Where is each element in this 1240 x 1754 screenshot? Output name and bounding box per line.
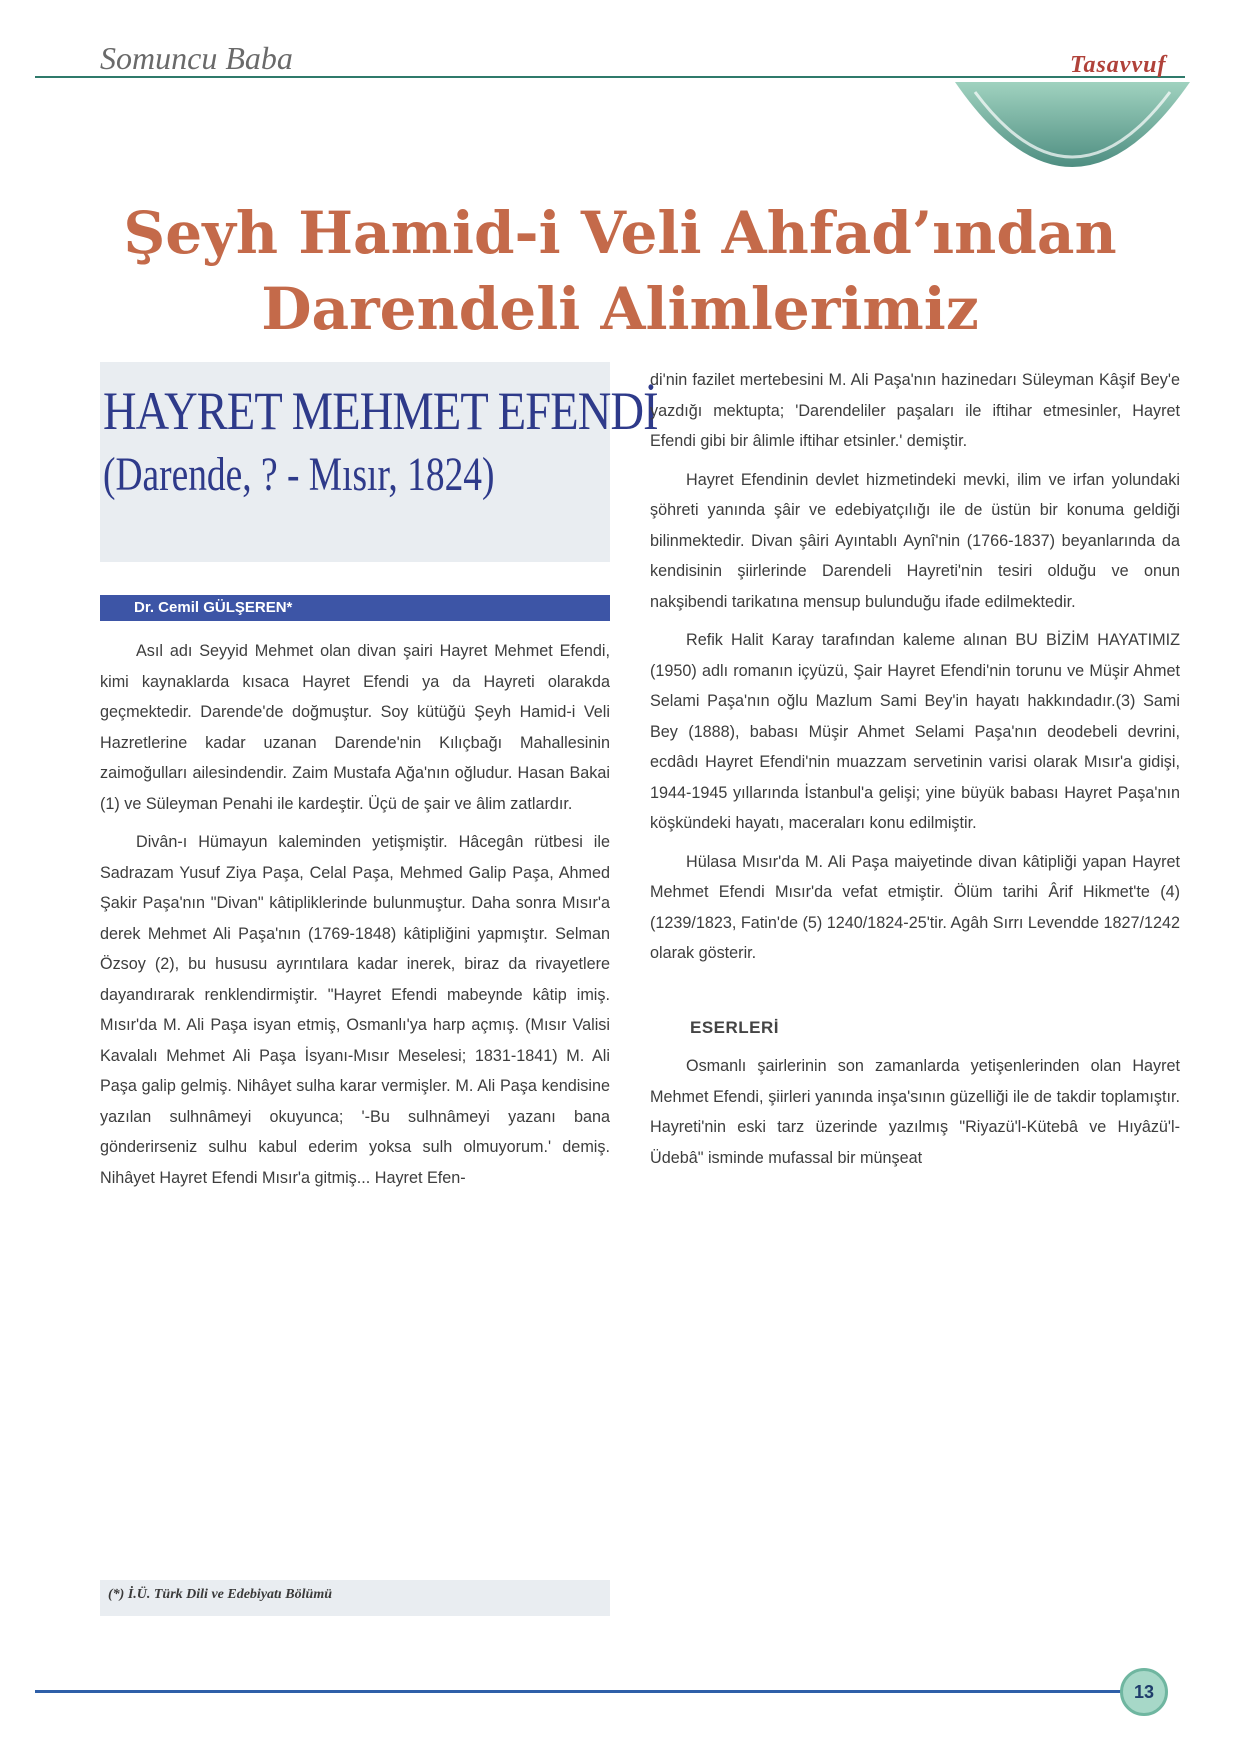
paragraph: Hülasa Mısır'da M. Ali Paşa maiyetinde divan kâtipliği yapan Hayret Mehmet Efendi Mısır'da vefat etmiştir. Ölüm tarihi Ârif Hikmet'te (4) (1239/1823, Fatin'de (5) 1240/1824-25'tir. Agâh Sırrı Levendde 1827/1242 olarak gösterir. [650,852,1180,962]
article-title [60,195,1180,347]
author-bar: Dr. Cemil GÜLŞEREN* [100,595,610,621]
subject-dates: (Darende, ? - Mısır, 1824) [103,448,495,501]
magazine-brand: Somuncu Baba [100,40,293,76]
subject-name: HAYRET MEHMET EFENDİ [103,381,658,441]
paragraph: di'nin fazilet mertebesini M. Ali Paşa'nın hazinedarı Süleyman Kâşif Bey'e yazdığı mektupta; 'Darendeliler paşaları ile iftihar etmesinler, Hayret Efendi gibi bir âlimle iftihar etsinler.' demiştir. [650,371,1180,450]
paragraph: Osmanlı şairlerinin son zamanlarda yetişenlerinden olan Hayret Mehmet Efendi, şiirleri yanında inşa'sının güzelliği ile de takdir toplamıştır. Hayreti'nin eski tarz üzerinde yazılmış "Riyazü'l-Kütebâ ve Hıyâzü'l-Üdebâ" isminde mufassal bir münşeat [650,1057,1180,1167]
section-emblem-icon [955,82,1190,192]
article-title-line-2: Darendeli Alimlerimiz [261,275,979,343]
article-title-line-1: Şeyh Hamid-i Veli Ahfad’ından [123,199,1117,267]
paragraph: Asıl adı Seyyid Mehmet olan divan şairi Hayret Mehmet Efendi, kimi kaynaklarda kısaca Hayret Efendi ya da Hayreti olarakda geçmektedir. Darende'de doğmuştur. Soy kütüğü Şeyh Hamid-i Veli Hazretlerine kadar uzanan Darende'nin Kılıçbağı Mahallesinin zaimoğulları ailesindendir. Zaim Mustafa Ağa'nın oğludur. Hasan Bakai (1) ve Süleyman Penahi ile kardeştir. Üçü de şair ve âlim zatlardır. [100,642,610,813]
left-column [100,636,610,1201]
footnote: (*) İ.Ü. Türk Dili ve Edebiyatı Bölümü [108,1587,332,1602]
header-rule [35,76,1185,78]
footer-rule [35,1690,1135,1693]
right-column [650,365,1180,1181]
works-heading: ESERLERİ [690,1017,780,1037]
page-number: 13 [1120,1668,1168,1716]
section-label: Tasavvuf [1070,52,1167,78]
paragraph: Refik Halit Karay tarafından kaleme alınan BU BİZİM HAYATIMIZ (1950) adlı romanın içyüzü, Şair Hayret Efendi'nin torunu ve Müşir Ahmet Selami Paşa'nın oğlu Mazlum Sami Bey'in hayatı hakkındadır.(3) Sami Bey (1888), babası Müşir Ahmet Selami Paşa'nın deodebeli devrini, ecdâdı Hayret Efendi'nin muazzam servetinin varisi olarak Mısır'a gidişi, 1944-1945 yıllarında İstanbul'a gelişi; yine büyük babası Hayret Paşa'nın köşkündeki hayatı, maceraları konu edilmiştir. [650,631,1180,832]
paragraph: Divân-ı Hümayun kaleminden yetişmiştir. Hâcegân rütbesi ile Sadrazam Yusuf Ziya Paşa, Celal Paşa, Mehmed Galip Paşa, Ahmed Şakir Paşa'nın "Divan" kâtipliklerinde bulunmuştur. Daha sonra Mısır'a derek Mehmet Ali Paşa'nın (1769-1848) kâtipliğini yapmıştır. Selman Özsoy (2), bu hususu ayrıntılara kadar inerek, biraz da rivayetlere dayandırarak renklendirmiştir. "Hayret Efendi mabeynde kâtip imiş. Mısır'da M. Ali Paşa isyan etmiş, Osmanlı'ya harp açmış. (Mısır Valisi Kavalalı Mehmet Ali Paşa İsyanı-Mısır Meselesi; 1831-1841) M. Ali Paşa galip gelmiş. Nihâyet sulha karar vermişler. M. Ali Paşa kendisine yazılan sulhnâmeyi okuyunca; '-Bu sulhnâmeyi yazanı bana gönderirseniz sulhu kabul ederim yoksa sulh olmuyorum.' demiş. Nihâyet Hayret Efendi Mısır'a gitmiş... Hayret Efen- [100,833,610,1187]
paragraph: Hayret Efendinin devlet hizmetindeki mevki, ilim ve irfan yolundaki şöhreti yanında şâir ve edebiyatçılığı ile de üstün bir konuma geldiği bilinmektedir. Divan şâiri Ayıntablı Aynî'nin (1766-1837) beyanlarında da kendisinin şiirlerinde Darendeli Hayreti'nin tesiri olduğu ve onun nakşibendi tarikatına mensup bulunduğu ifade edilmektedir. [650,470,1180,611]
